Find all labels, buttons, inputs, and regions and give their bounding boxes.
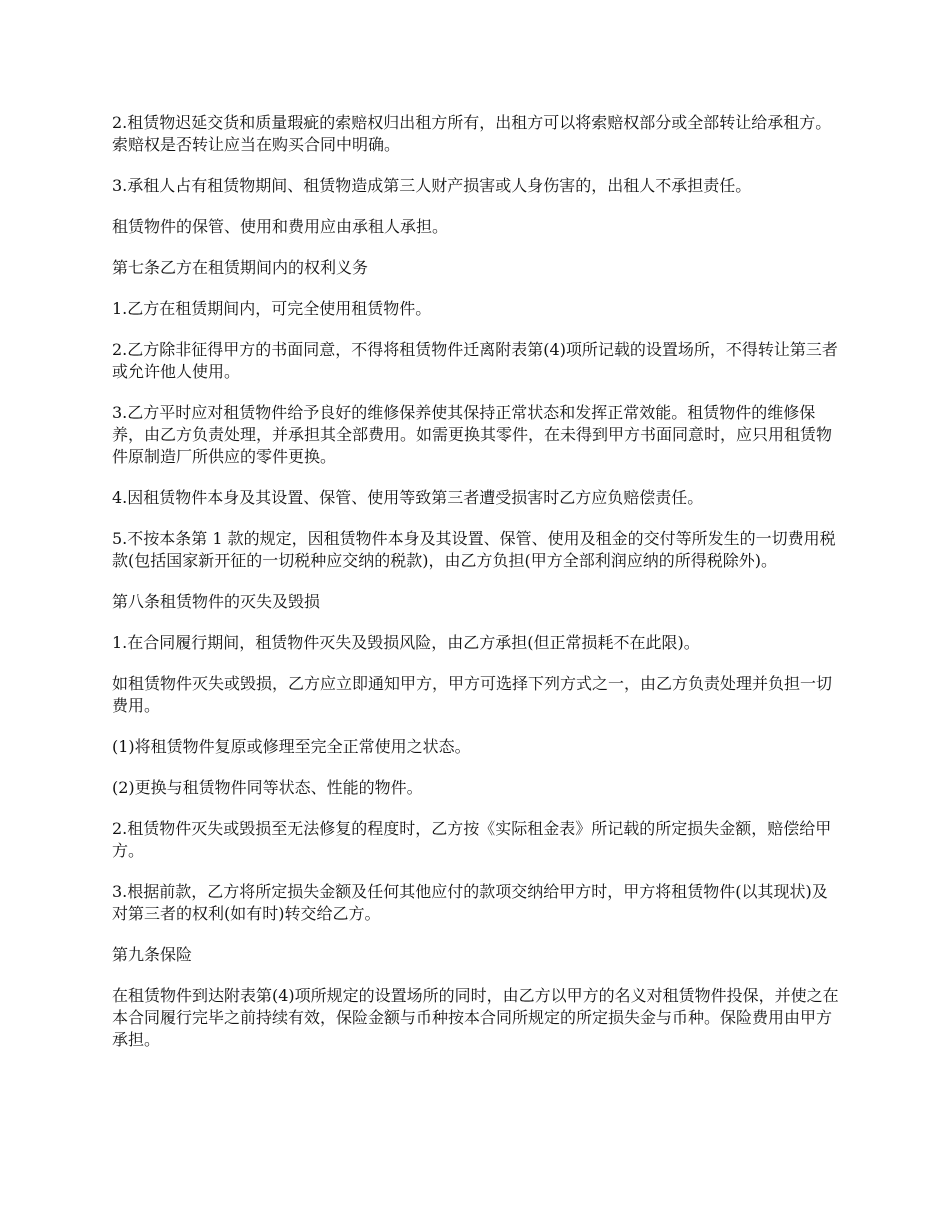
- paragraph-article-8-option-1: (1)将租赁物件复原或修理至完全正常使用之状态。: [112, 737, 471, 756]
- paragraph-article-8-item-1: 1.在合同履行期间，租赁物件灭失及毁损风险，由乙方承担(但正常损耗不在此限)。: [112, 633, 700, 652]
- paragraph-article-7-item-2: 2.乙方除非征得甲方的书面同意，不得将租赁物件迁离附表第(4)项所记载的设置场所，不得转让第三者或允许他人使用。: [112, 340, 838, 381]
- paragraph-lessor-liability: 3.承租人占有租赁物期间、租赁物造成第三人财产损害或人身伤害的，出租人不承担责任。: [112, 176, 752, 195]
- heading-article-7: 第七条乙方在租赁期间内的权利义务: [112, 258, 369, 277]
- heading-article-9: 第九条保险: [112, 945, 193, 964]
- paragraph-article-7-item-5: 5.不按本条第 1 款的规定，因租赁物件本身及其设置、保管、使用及租金的交付等所发生的一切费用税款(包括国家新开征的一切税种应交纳的税款)，由乙方负担(甲方全部利润应纳的所得税除外)。: [112, 529, 836, 570]
- paragraph-article-7-item-3: 3.乙方平时应对租赁物件给予良好的维修保养使其保持正常状态和发挥正常效能。租赁物件的维修保养，由乙方负责处理，并承担其全部费用。如需更换其零件，在未得到甲方书面同意时，应只用租赁物件原制造厂所供应的零件更换。: [112, 403, 833, 466]
- paragraph-article-8-notice: 如租赁物件灭失或毁损，乙方应立即通知甲方，甲方可选择下列方式之一，由乙方负责处理并负担一切费用。: [112, 674, 833, 715]
- paragraph-article-8-item-2: 2.租赁物件灭失或毁损至无法修复的程度时，乙方按《实际租金表》所记载的所定损失金额，赔偿给甲方。: [112, 819, 832, 860]
- paragraph-custody-costs: 租赁物件的保管、使用和费用应由承租人承担。: [112, 217, 449, 236]
- paragraph-claim-rights: 2.租赁物迟延交货和质量瑕疵的索赔权归出租方所有，出租方可以将索赔权部分或全部转让给承租方。索赔权是否转让应当在购买合同中明确。: [112, 113, 832, 154]
- heading-article-8: 第八条租赁物件的灭失及毁损: [112, 592, 321, 611]
- paragraph-article-8-item-3: 3.根据前款，乙方将所定损失金额及任何其他应付的款项交纳给甲方时，甲方将租赁物件(以其现状)及对第三者的权利(如有时)转交给乙方。: [112, 882, 828, 923]
- document-page: [112, 112, 842, 1070]
- paragraph-article-7-item-1: 1.乙方在租赁期间内，可完全使用租赁物件。: [112, 299, 432, 318]
- paragraph-article-9-insurance: 在租赁物件到达附表第(4)项所规定的设置场所的同时，由乙方以甲方的名义对租赁物件投保，并使之在本合同履行完毕之前持续有效，保险金额与币种按本合同所规定的所定损失金与币种。保险费用由甲方承担。: [112, 986, 839, 1049]
- paragraph-article-8-option-2: (2)更换与租赁物件同等状态、性能的物件。: [112, 778, 423, 797]
- paragraph-article-7-item-4: 4.因租赁物件本身及其设置、保管、使用等致第三者遭受损害时乙方应负赔偿责任。: [112, 488, 704, 507]
